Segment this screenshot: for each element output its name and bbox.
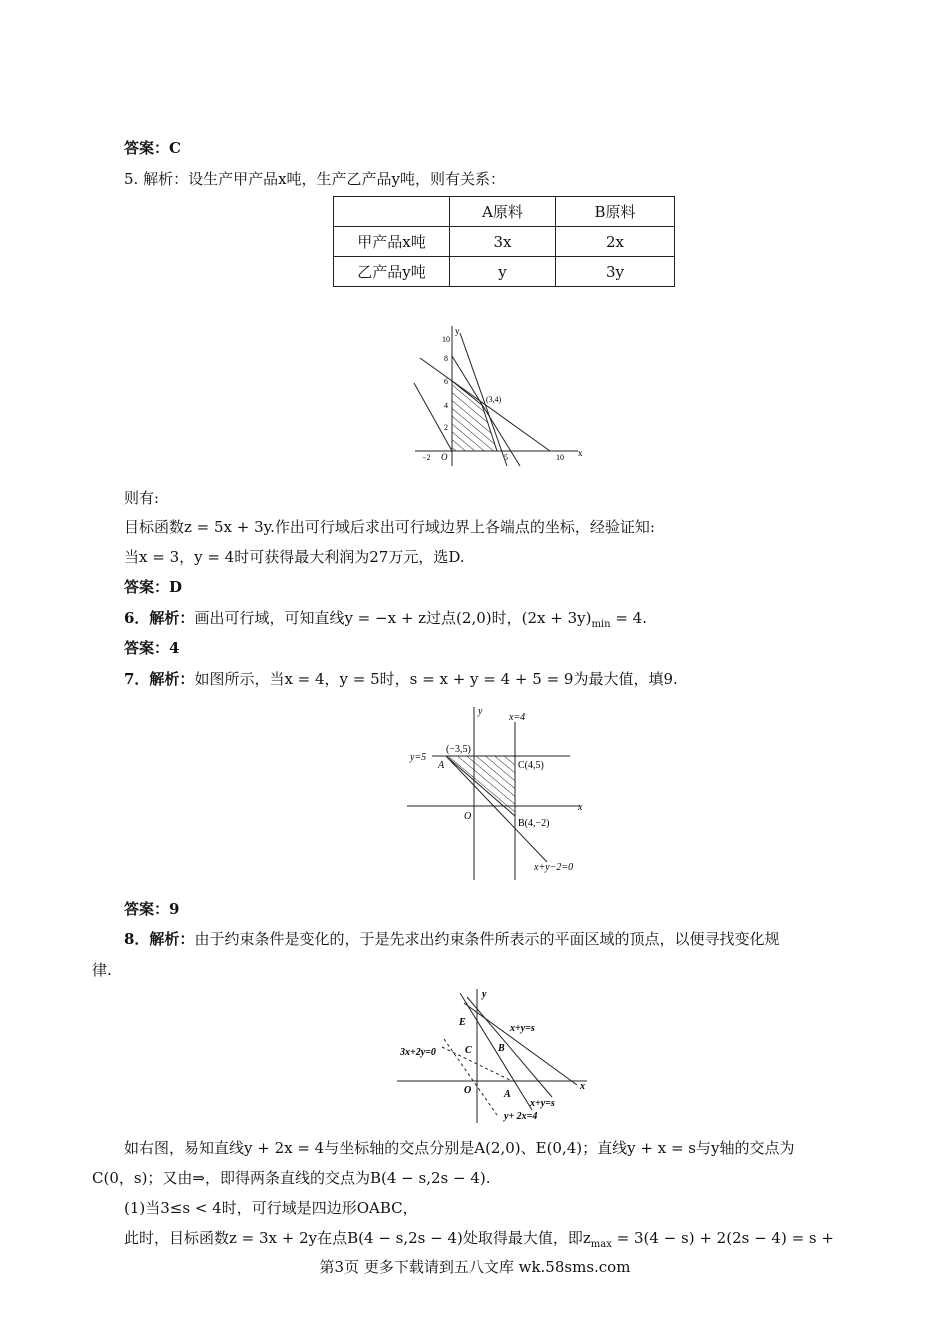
svg-text:y: y	[455, 326, 460, 336]
answer-4: 答案：4	[124, 639, 180, 657]
answer-9: 答案：9	[124, 900, 180, 918]
svg-text:y=5: y=5	[410, 752, 427, 763]
q5-line2: 当x = 3，y = 4时可获得最大利润为27万元，选D.	[124, 548, 465, 566]
svg-text:B: B	[498, 1043, 505, 1054]
svg-text:4: 4	[444, 401, 448, 410]
svg-text:x=4: x=4	[509, 712, 526, 723]
q8-graph	[392, 985, 592, 1125]
svg-text:(3,4): (3,4)	[486, 395, 502, 404]
svg-text:C: C	[465, 1045, 472, 1056]
svg-text:x+y=s: x+y=s	[510, 1023, 535, 1034]
q7-text: 7．解析：如图所示，当x = 4，y = 5时，s = x + y = 4 + 5 = 9为最大值，填9.	[124, 670, 678, 688]
q8-text1: 8．解析：由于约束条件是变化的，于是先求出约束条件所表示的平面区域的顶点，以便寻找变化规	[124, 930, 780, 948]
svg-text:5: 5	[504, 453, 508, 462]
q8-p2: C(0，s)；又由⇒，即得两条直线的交点为B(4 − s,2s − 4).	[92, 1169, 491, 1187]
svg-text:x: x	[578, 448, 583, 458]
answer-d: 答案：D	[124, 578, 183, 596]
materials-table: A原料 B原料 甲产品x吨 3x 2x 乙产品y吨 y 3y	[333, 196, 675, 287]
q5-line1: 目标函数z = 5x + 3y.作出可行域后求出可行域边界上各端点的坐标，经验证知:	[124, 518, 655, 536]
q8-text2: 律.	[92, 961, 112, 979]
svg-text:x: x	[580, 1081, 585, 1092]
svg-text:8: 8	[444, 354, 448, 363]
svg-text:y+ 2x=4: y+ 2x=4	[504, 1111, 538, 1122]
q5-text: 5. 解析：设生产甲产品x吨，生产乙产品y吨，则有关系：	[124, 170, 506, 188]
q8-p3: (1)当3≤s < 4时，可行域是四边形OABC，	[124, 1199, 418, 1217]
svg-text:C(4,5): C(4,5)	[518, 760, 544, 771]
svg-text:y: y	[482, 989, 487, 1000]
svg-text:2: 2	[444, 423, 448, 432]
svg-text:O: O	[441, 452, 448, 462]
svg-text:10: 10	[442, 335, 450, 344]
svg-text:E: E	[459, 1017, 466, 1028]
svg-text:O: O	[464, 811, 472, 822]
svg-text:3x+2y=0: 3x+2y=0	[400, 1047, 436, 1058]
svg-text:O: O	[464, 1085, 472, 1096]
svg-text:(−3,5): (−3,5)	[446, 744, 471, 755]
svg-text:6: 6	[444, 377, 448, 386]
svg-text:x: x	[578, 802, 583, 813]
svg-text:A: A	[438, 760, 445, 771]
q5-graph	[400, 318, 590, 468]
q6-text: 6．解析：画出可行域，可知直线y = −x + z过点(2,0)时，$(2x + 3y)_{min} = 4$.	[124, 609, 647, 630]
svg-text:y: y	[478, 706, 483, 717]
q5-then: 则有:	[124, 489, 160, 507]
svg-text:10: 10	[556, 453, 564, 462]
q8-p1: 如右图，易知直线y + 2x = 4与坐标轴的交点分别是A(2,0)、E(0,4)；直线y + x = s与y轴的交点为	[124, 1139, 795, 1157]
svg-text:A: A	[504, 1089, 511, 1100]
q7-graph	[402, 702, 592, 882]
answer-c: 答案：C	[124, 139, 181, 157]
q8-p4: 此时，目标函数z = 3x + 2y在点B(4 − s,2s − 4)处取得最大值，即$z_{max} = 3(4 - s) + 2(2s - 4) = s$ +	[124, 1229, 834, 1250]
svg-text:x+y=s: x+y=s	[530, 1098, 555, 1109]
svg-text:−2: −2	[422, 453, 431, 462]
page-footer: 第3页 更多下载请到五八文库 wk.58sms.com	[319, 1258, 631, 1276]
svg-text:x+y−2=0: x+y−2=0	[534, 862, 574, 873]
svg-text:B(4,−2): B(4,−2)	[518, 818, 550, 829]
